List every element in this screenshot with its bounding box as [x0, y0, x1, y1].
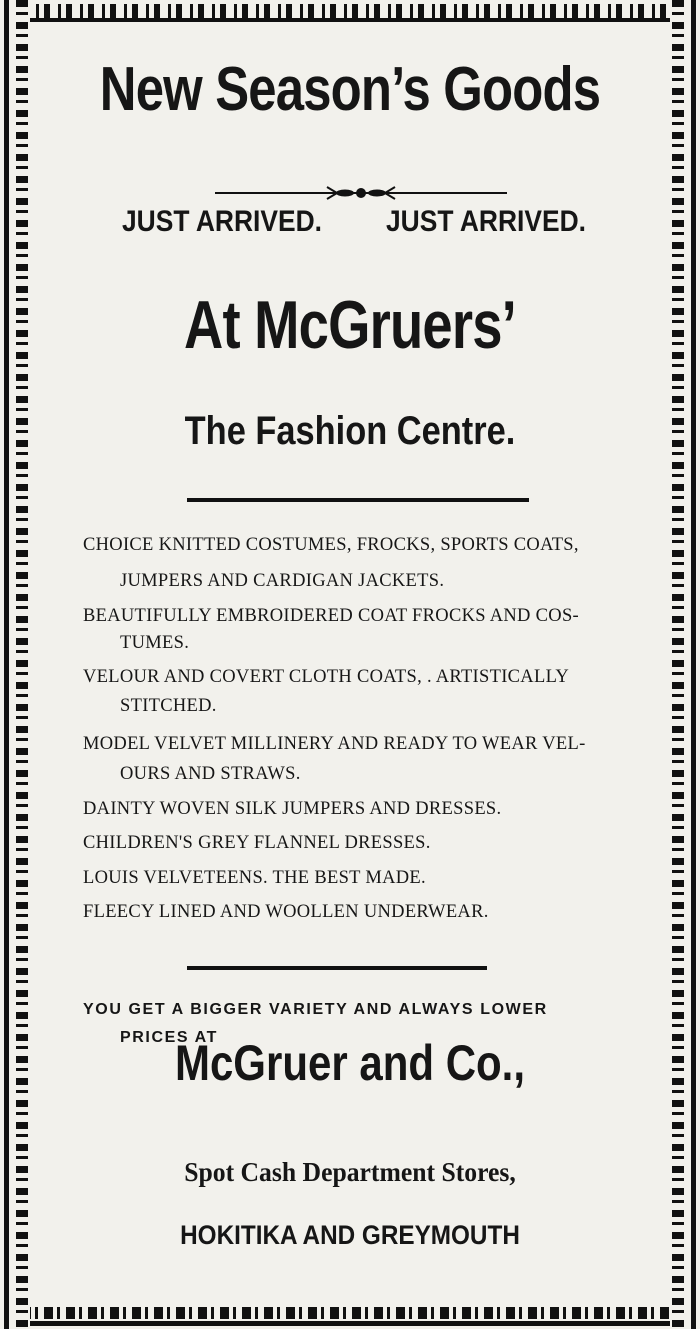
- item-line: VELOUR AND COVERT CLOTH COATS, . ARTISTICALLY: [83, 667, 569, 687]
- item-line: CHILDREN'S GREY FLANNEL DRESSES.: [83, 833, 431, 853]
- item-line: JUMPERS AND CARDIGAN JACKETS.: [120, 571, 445, 591]
- item-line: STITCHED.: [120, 696, 217, 716]
- ornament-divider: [215, 182, 507, 204]
- decorative-border-bottom: [0, 1303, 700, 1329]
- store-description: Spot Cash Department Stores,: [184, 1157, 516, 1187]
- decorative-border-top: [0, 0, 700, 24]
- item-line: DAINTY WOVEN SILK JUMPERS AND DRESSES.: [83, 799, 502, 819]
- divider-rule: [187, 966, 487, 970]
- item-line: BEAUTIFULLY EMBROIDERED COAT FROCKS AND COS-: [83, 606, 579, 626]
- advertisement-body: [30, 24, 670, 1303]
- prices-note-line: YOU GET A BIGGER VARIETY AND ALWAYS LOWER: [83, 1001, 548, 1018]
- item-line: OURS AND STRAWS.: [120, 764, 301, 784]
- store-locations: HOKITIKA AND GREYMOUTH: [180, 1220, 520, 1250]
- headline: New Season’s Goods: [99, 55, 601, 124]
- just-arrived-right: JUST ARRIVED.: [386, 205, 586, 238]
- item-line: LOUIS VELVETEENS. THE BEST MADE.: [83, 868, 426, 888]
- company-name: McGruer and Co.,: [174, 1035, 526, 1091]
- item-line: FLEECY LINED AND WOOLLEN UNDERWEAR.: [83, 902, 489, 922]
- prices-note-line: PRICES AT: [120, 1029, 218, 1046]
- store-title: At McGruers’: [184, 287, 516, 363]
- decorative-border-left: [0, 0, 30, 1329]
- decorative-border-right: [670, 0, 700, 1329]
- just-arrived-left: JUST ARRIVED.: [122, 205, 322, 238]
- item-line: CHOICE KNITTED COSTUMES, FROCKS, SPORTS COATS,: [83, 535, 579, 555]
- tagline: The Fashion Centre.: [184, 409, 516, 453]
- item-line: TUMES.: [120, 633, 190, 653]
- divider-rule: [187, 498, 529, 502]
- item-line: MODEL VELVET MILLINERY AND READY TO WEAR VEL-: [83, 734, 586, 754]
